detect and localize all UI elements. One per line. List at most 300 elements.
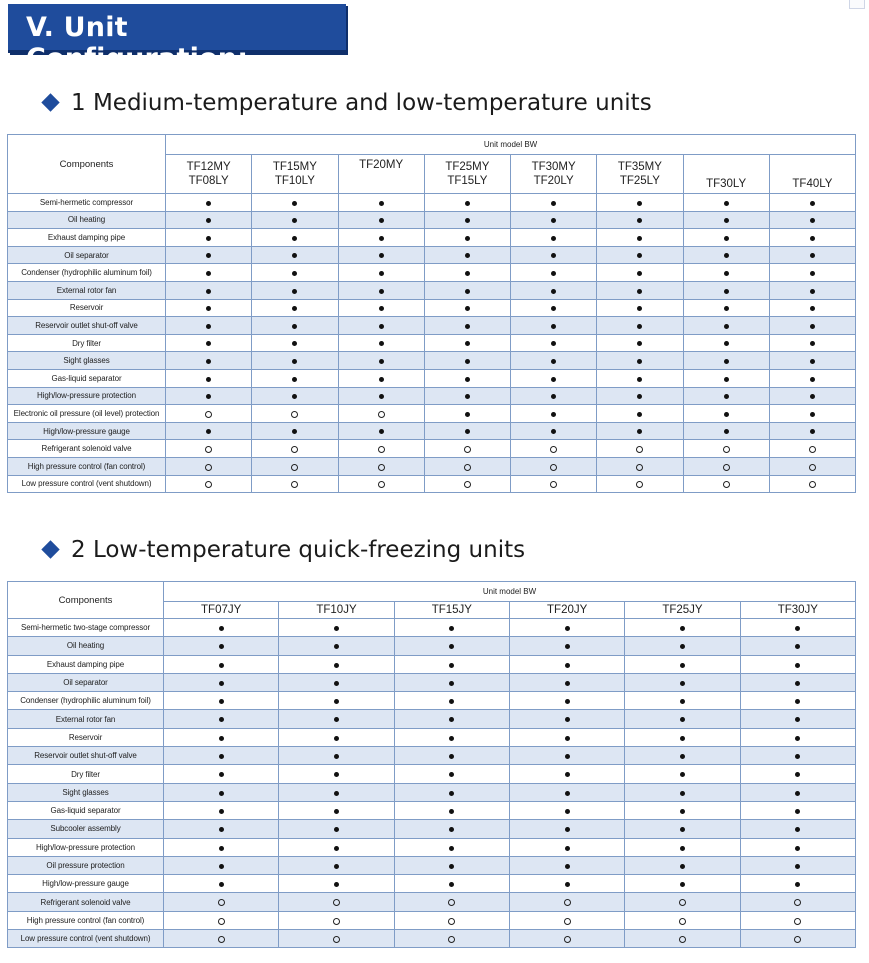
config-cell — [394, 619, 509, 637]
components-header: Components — [8, 135, 166, 194]
filled-circle-icon — [637, 289, 642, 294]
config-cell — [769, 387, 855, 405]
config-cell — [164, 692, 279, 710]
filled-circle-icon — [551, 289, 556, 294]
config-cell — [597, 422, 683, 440]
model-name: TF20MY — [359, 159, 404, 171]
config-cell — [252, 387, 338, 405]
config-cell — [597, 369, 683, 387]
table-row — [8, 765, 856, 783]
filled-circle-icon — [724, 429, 729, 434]
config-cell — [338, 334, 424, 352]
filled-circle-icon — [334, 736, 339, 741]
config-cell — [740, 619, 855, 637]
config-cell — [164, 673, 279, 691]
config-cell — [683, 405, 769, 423]
filled-circle-icon — [680, 809, 685, 814]
filled-circle-icon — [637, 359, 642, 364]
table-medium-low-temperature-units — [7, 134, 856, 493]
config-cell — [509, 856, 624, 874]
config-cell — [683, 299, 769, 317]
config-cell — [625, 619, 740, 637]
filled-circle-icon — [565, 864, 570, 869]
table-row — [8, 475, 856, 493]
filled-circle-icon — [206, 306, 211, 311]
filled-circle-icon — [680, 754, 685, 759]
config-cell — [683, 334, 769, 352]
filled-circle-icon — [565, 882, 570, 887]
component-label: Condenser (hydrophilic aluminum foil) — [8, 264, 166, 282]
config-cell — [424, 194, 510, 212]
config-cell — [509, 893, 624, 911]
table-row — [8, 637, 856, 655]
config-cell — [252, 405, 338, 423]
config-cell — [252, 246, 338, 264]
filled-circle-icon — [565, 791, 570, 796]
config-cell — [740, 728, 855, 746]
config-cell — [252, 334, 338, 352]
filled-circle-icon — [449, 644, 454, 649]
component-label: High pressure control (fan control) — [8, 911, 164, 929]
config-cell — [394, 655, 509, 673]
config-cell — [164, 801, 279, 819]
config-cell — [279, 655, 394, 673]
config-cell — [769, 299, 855, 317]
config-cell — [164, 728, 279, 746]
config-cell — [740, 655, 855, 673]
filled-circle-icon — [449, 791, 454, 796]
filled-circle-icon — [292, 324, 297, 329]
page-title: V. Unit Configuration: — [26, 12, 249, 74]
config-cell — [511, 264, 597, 282]
filled-circle-icon — [379, 201, 384, 206]
config-cell — [509, 747, 624, 765]
config-cell — [279, 747, 394, 765]
filled-circle-icon — [565, 681, 570, 686]
hollow-circle-icon — [378, 446, 385, 453]
hollow-circle-icon — [564, 936, 571, 943]
config-cell — [597, 211, 683, 229]
config-cell — [252, 211, 338, 229]
component-label: High pressure control (fan control) — [8, 457, 166, 475]
filled-circle-icon — [810, 236, 815, 241]
hollow-circle-icon — [333, 936, 340, 943]
filled-circle-icon — [724, 289, 729, 294]
model-header-cell — [511, 155, 597, 194]
config-cell — [509, 930, 624, 948]
filled-circle-icon — [795, 882, 800, 887]
filled-circle-icon — [637, 341, 642, 346]
config-cell — [164, 875, 279, 893]
config-cell — [769, 405, 855, 423]
config-cell — [769, 422, 855, 440]
config-cell — [740, 637, 855, 655]
component-label: External rotor fan — [8, 710, 164, 728]
filled-circle-icon — [795, 809, 800, 814]
config-cell — [338, 229, 424, 247]
config-cell — [166, 387, 252, 405]
filled-circle-icon — [206, 394, 211, 399]
filled-circle-icon — [795, 791, 800, 796]
config-cell — [769, 194, 855, 212]
filled-circle-icon — [206, 236, 211, 241]
filled-circle-icon — [724, 359, 729, 364]
filled-circle-icon — [680, 846, 685, 851]
filled-circle-icon — [206, 201, 211, 206]
filled-circle-icon — [810, 306, 815, 311]
filled-circle-icon — [292, 218, 297, 223]
filled-circle-icon — [551, 359, 556, 364]
filled-circle-icon — [334, 864, 339, 869]
config-cell — [164, 911, 279, 929]
hollow-circle-icon — [464, 481, 471, 488]
hollow-circle-icon — [550, 481, 557, 488]
diamond-icon — [41, 540, 59, 558]
config-cell — [597, 387, 683, 405]
config-cell — [394, 875, 509, 893]
filled-circle-icon — [637, 271, 642, 276]
filled-circle-icon — [465, 236, 470, 241]
hollow-circle-icon — [205, 411, 212, 418]
model-header-cell: TF10JY — [279, 602, 394, 619]
filled-circle-icon — [379, 236, 384, 241]
config-cell — [511, 387, 597, 405]
filled-circle-icon — [292, 253, 297, 258]
filled-circle-icon — [379, 271, 384, 276]
config-cell — [683, 281, 769, 299]
table-row — [8, 317, 856, 335]
config-cell — [625, 893, 740, 911]
filled-circle-icon — [551, 271, 556, 276]
filled-circle-icon — [334, 644, 339, 649]
config-cell — [166, 194, 252, 212]
config-cell — [683, 194, 769, 212]
component-label: Semi-hermetic two-stage compressor — [8, 619, 164, 637]
filled-circle-icon — [206, 359, 211, 364]
hollow-circle-icon — [291, 464, 298, 471]
filled-circle-icon — [334, 754, 339, 759]
config-cell — [164, 856, 279, 874]
config-cell — [509, 619, 624, 637]
table-row — [8, 229, 856, 247]
filled-circle-icon — [219, 846, 224, 851]
config-cell — [164, 820, 279, 838]
filled-circle-icon — [219, 736, 224, 741]
hollow-circle-icon — [464, 464, 471, 471]
filled-circle-icon — [219, 882, 224, 887]
filled-circle-icon — [292, 306, 297, 311]
hollow-circle-icon — [794, 918, 801, 925]
config-cell — [625, 692, 740, 710]
config-cell — [166, 369, 252, 387]
config-cell — [509, 838, 624, 856]
config-cell — [166, 352, 252, 370]
config-cell — [164, 710, 279, 728]
model-name: TF12MY — [186, 161, 231, 173]
config-cell — [597, 317, 683, 335]
table-row — [8, 440, 856, 458]
component-label: Oil heating — [8, 637, 164, 655]
table-row — [8, 710, 856, 728]
config-cell — [769, 246, 855, 264]
table-row — [8, 211, 856, 229]
component-label: Oil separator — [8, 673, 164, 691]
config-cell — [740, 893, 855, 911]
config-cell — [338, 264, 424, 282]
hollow-circle-icon — [378, 411, 385, 418]
filled-circle-icon — [565, 754, 570, 759]
config-cell — [740, 838, 855, 856]
config-cell — [252, 440, 338, 458]
config-cell — [338, 281, 424, 299]
filled-circle-icon — [379, 324, 384, 329]
filled-circle-icon — [219, 791, 224, 796]
filled-circle-icon — [465, 429, 470, 434]
table-row — [8, 911, 856, 929]
config-cell — [338, 369, 424, 387]
config-cell — [279, 637, 394, 655]
config-cell — [279, 765, 394, 783]
config-cell — [252, 317, 338, 335]
config-cell — [279, 619, 394, 637]
hollow-circle-icon — [205, 481, 212, 488]
filled-circle-icon — [449, 864, 454, 869]
hollow-circle-icon — [794, 899, 801, 906]
component-label: Semi-hermetic compressor — [8, 194, 166, 212]
filled-circle-icon — [449, 663, 454, 668]
config-cell — [166, 405, 252, 423]
filled-circle-icon — [565, 827, 570, 832]
corner-edit-icon — [849, 0, 865, 9]
filled-circle-icon — [449, 846, 454, 851]
component-label: High/low-pressure protection — [8, 838, 164, 856]
hollow-circle-icon — [291, 411, 298, 418]
component-label: Oil pressure protection — [8, 856, 164, 874]
filled-circle-icon — [795, 699, 800, 704]
filled-circle-icon — [206, 218, 211, 223]
config-cell — [769, 229, 855, 247]
component-label: Low pressure control (vent shutdown) — [8, 475, 166, 493]
table-row — [8, 264, 856, 282]
config-cell — [424, 317, 510, 335]
config-cell — [279, 893, 394, 911]
config-cell — [166, 334, 252, 352]
config-cell — [338, 387, 424, 405]
section-2-heading — [40, 537, 525, 563]
config-cell — [597, 405, 683, 423]
filled-circle-icon — [551, 253, 556, 258]
config-cell — [252, 475, 338, 493]
filled-circle-icon — [551, 306, 556, 311]
filled-circle-icon — [680, 626, 685, 631]
config-cell — [424, 369, 510, 387]
filled-circle-icon — [219, 644, 224, 649]
filled-circle-icon — [680, 827, 685, 832]
model-name: TF15LY — [447, 175, 488, 187]
config-cell — [740, 911, 855, 929]
section-1-heading-text: 1 Medium-temperature and low-temperature units — [71, 90, 652, 116]
filled-circle-icon — [206, 429, 211, 434]
config-cell — [769, 369, 855, 387]
filled-circle-icon — [449, 717, 454, 722]
filled-circle-icon — [565, 736, 570, 741]
components-header: Components — [8, 582, 164, 619]
hollow-circle-icon — [448, 899, 455, 906]
config-cell — [338, 317, 424, 335]
filled-circle-icon — [551, 341, 556, 346]
filled-circle-icon — [292, 429, 297, 434]
table-row — [8, 856, 856, 874]
filled-circle-icon — [551, 236, 556, 241]
config-cell — [164, 765, 279, 783]
model-name: TF15MY — [272, 161, 317, 173]
filled-circle-icon — [219, 827, 224, 832]
model-header-cell — [338, 155, 424, 194]
config-cell — [511, 211, 597, 229]
filled-circle-icon — [680, 772, 685, 777]
config-cell — [509, 911, 624, 929]
table-row — [8, 619, 856, 637]
filled-circle-icon — [680, 681, 685, 686]
table-row — [8, 352, 856, 370]
config-cell — [338, 475, 424, 493]
config-cell — [683, 422, 769, 440]
component-label: Oil separator — [8, 246, 166, 264]
component-label: Refrigerant solenoid valve — [8, 893, 164, 911]
filled-circle-icon — [810, 201, 815, 206]
config-cell — [164, 893, 279, 911]
config-cell — [597, 352, 683, 370]
diamond-icon — [41, 93, 59, 111]
model-header-cell — [424, 155, 510, 194]
table-row — [8, 655, 856, 673]
config-cell — [166, 299, 252, 317]
filled-circle-icon — [795, 644, 800, 649]
component-label: Oil heating — [8, 211, 166, 229]
filled-circle-icon — [379, 394, 384, 399]
filled-circle-icon — [724, 394, 729, 399]
config-cell — [740, 692, 855, 710]
hollow-circle-icon — [378, 481, 385, 488]
table-row — [8, 334, 856, 352]
table-row — [8, 893, 856, 911]
model-name: TF08LY — [188, 175, 229, 187]
filled-circle-icon — [379, 218, 384, 223]
config-cell — [625, 637, 740, 655]
config-cell — [394, 856, 509, 874]
component-label: Refrigerant solenoid valve — [8, 440, 166, 458]
filled-circle-icon — [219, 809, 224, 814]
filled-circle-icon — [810, 253, 815, 258]
config-cell — [279, 783, 394, 801]
config-cell — [769, 457, 855, 475]
config-cell — [394, 710, 509, 728]
filled-circle-icon — [680, 644, 685, 649]
config-cell — [164, 838, 279, 856]
hollow-circle-icon — [333, 918, 340, 925]
config-cell — [394, 747, 509, 765]
filled-circle-icon — [465, 359, 470, 364]
hollow-circle-icon — [679, 918, 686, 925]
filled-circle-icon — [379, 429, 384, 434]
config-cell — [625, 765, 740, 783]
filled-circle-icon — [810, 412, 815, 417]
filled-circle-icon — [551, 377, 556, 382]
config-cell — [394, 692, 509, 710]
table-row — [8, 281, 856, 299]
table-row — [8, 801, 856, 819]
hollow-circle-icon — [205, 464, 212, 471]
filled-circle-icon — [724, 341, 729, 346]
config-cell — [769, 440, 855, 458]
filled-circle-icon — [219, 681, 224, 686]
config-cell — [424, 457, 510, 475]
filled-circle-icon — [810, 324, 815, 329]
config-cell — [166, 246, 252, 264]
table-row — [8, 673, 856, 691]
filled-circle-icon — [334, 681, 339, 686]
config-cell — [252, 229, 338, 247]
component-label: Exhaust damping pipe — [8, 655, 164, 673]
config-cell — [424, 387, 510, 405]
config-cell — [252, 457, 338, 475]
config-cell — [683, 457, 769, 475]
component-label: Exhaust damping pipe — [8, 229, 166, 247]
config-cell — [597, 246, 683, 264]
filled-circle-icon — [206, 271, 211, 276]
filled-circle-icon — [219, 754, 224, 759]
hollow-circle-icon — [723, 464, 730, 471]
table-row — [8, 747, 856, 765]
config-cell — [166, 317, 252, 335]
config-cell — [338, 352, 424, 370]
filled-circle-icon — [465, 341, 470, 346]
filled-circle-icon — [292, 271, 297, 276]
filled-circle-icon — [680, 791, 685, 796]
component-label: Electronic oil pressure (oil level) protection — [8, 405, 166, 423]
config-cell — [338, 246, 424, 264]
hollow-circle-icon — [291, 446, 298, 453]
table-row — [8, 457, 856, 475]
model-header-cell — [769, 155, 855, 194]
config-cell — [683, 352, 769, 370]
component-label: Low pressure control (vent shutdown) — [8, 930, 164, 948]
config-cell — [625, 838, 740, 856]
filled-circle-icon — [810, 394, 815, 399]
filled-circle-icon — [292, 394, 297, 399]
filled-circle-icon — [334, 809, 339, 814]
filled-circle-icon — [292, 236, 297, 241]
config-cell — [166, 457, 252, 475]
config-cell — [740, 765, 855, 783]
config-cell — [597, 264, 683, 282]
config-cell — [511, 475, 597, 493]
config-cell — [252, 264, 338, 282]
filled-circle-icon — [379, 253, 384, 258]
filled-circle-icon — [565, 644, 570, 649]
filled-circle-icon — [219, 864, 224, 869]
config-cell — [279, 875, 394, 893]
filled-circle-icon — [465, 306, 470, 311]
filled-circle-icon — [551, 412, 556, 417]
filled-circle-icon — [565, 846, 570, 851]
filled-circle-icon — [219, 626, 224, 631]
config-cell — [166, 475, 252, 493]
config-cell — [683, 264, 769, 282]
filled-circle-icon — [795, 846, 800, 851]
config-cell — [511, 405, 597, 423]
config-cell — [625, 783, 740, 801]
